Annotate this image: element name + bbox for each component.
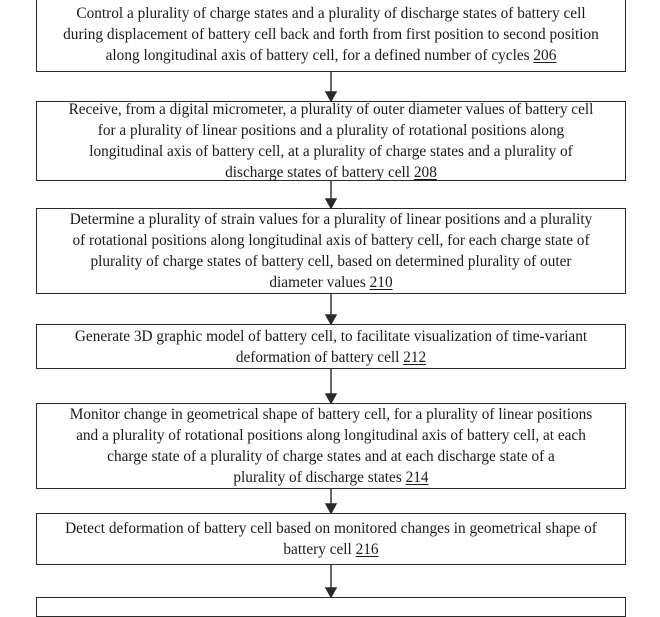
step-214-line-4: plurality of discharge states	[233, 469, 402, 486]
arrowhead-214-216	[326, 504, 336, 513]
step-216-line-1: Detect deformation of battery cell based on monitored changes in geometrical shape of	[65, 520, 597, 537]
step-210-line-4: diameter values	[269, 274, 366, 291]
step-text-208	[69, 99, 594, 183]
step-ref-214: 214	[405, 469, 429, 486]
step-210-line-1: Determine a plurality of strain values for a plurality of linear positions and a plurality	[69, 211, 593, 228]
step-208-line-1: Receive, from a digital micrometer, a plurality of outer diameter values of battery cell	[68, 101, 594, 118]
step-216-line-2: battery cell	[283, 541, 352, 558]
step-text-214	[70, 404, 592, 488]
step-box-next-partial	[36, 597, 626, 617]
step-text-206	[63, 3, 599, 66]
step-214-line-1: Monitor change in geometrical shape of battery cell, for a plurality of linear positions	[69, 406, 593, 423]
step-box-212	[36, 324, 626, 369]
step-box-206	[36, 0, 626, 72]
step-box-210	[36, 208, 626, 294]
step-206-line-1: Control a plurality of charge states and a plurality of discharge states of battery cell	[76, 4, 586, 22]
step-208-line-3: longitudinal axis of battery cell, at a plurality of charge states and a plurality of	[89, 143, 573, 160]
step-box-208	[36, 101, 626, 181]
step-ref-208: 208	[413, 164, 437, 181]
step-206-line-3: along longitudinal axis of battery cell, for a defined number of cycles	[105, 46, 530, 64]
step-214-line-2: and a plurality of rotational positions along longitudinal axis of battery cell, at each	[76, 427, 586, 444]
step-214-line-3: charge state of a plurality of charge states and at each discharge state of a	[107, 448, 555, 465]
arrowhead-210-212	[326, 315, 336, 324]
step-ref-216: 216	[355, 541, 379, 558]
step-212-line-2: deformation of battery cell	[235, 348, 400, 366]
arrowhead-208-210	[326, 199, 336, 208]
step-text-210	[70, 209, 593, 293]
step-text-212	[75, 326, 587, 368]
step-ref-206: 206	[533, 46, 557, 64]
arrowhead-212-214	[326, 394, 336, 403]
step-208-line-4: discharge states of battery cell	[225, 164, 411, 181]
step-210-line-3: plurality of charge states of battery cell, based on determined plurality of outer	[90, 253, 572, 270]
step-210-line-2: of rotational positions along longitudinal axis of battery cell, for each charge state of	[72, 232, 590, 249]
step-212-line-1: Generate 3D graphic model of battery cell, to facilitate visualization of time-variant	[74, 327, 588, 345]
step-text-216	[65, 518, 597, 560]
step-ref-212: 212	[403, 348, 427, 366]
arrowhead-216-next	[326, 588, 336, 597]
step-box-214	[36, 403, 626, 489]
step-box-216	[36, 513, 626, 565]
step-ref-210: 210	[369, 274, 393, 291]
step-208-line-2: for a plurality of linear positions and a plurality of rotational positions along	[97, 122, 565, 139]
step-206-line-2: during displacement of battery cell back and forth from first position to second position	[63, 25, 599, 43]
